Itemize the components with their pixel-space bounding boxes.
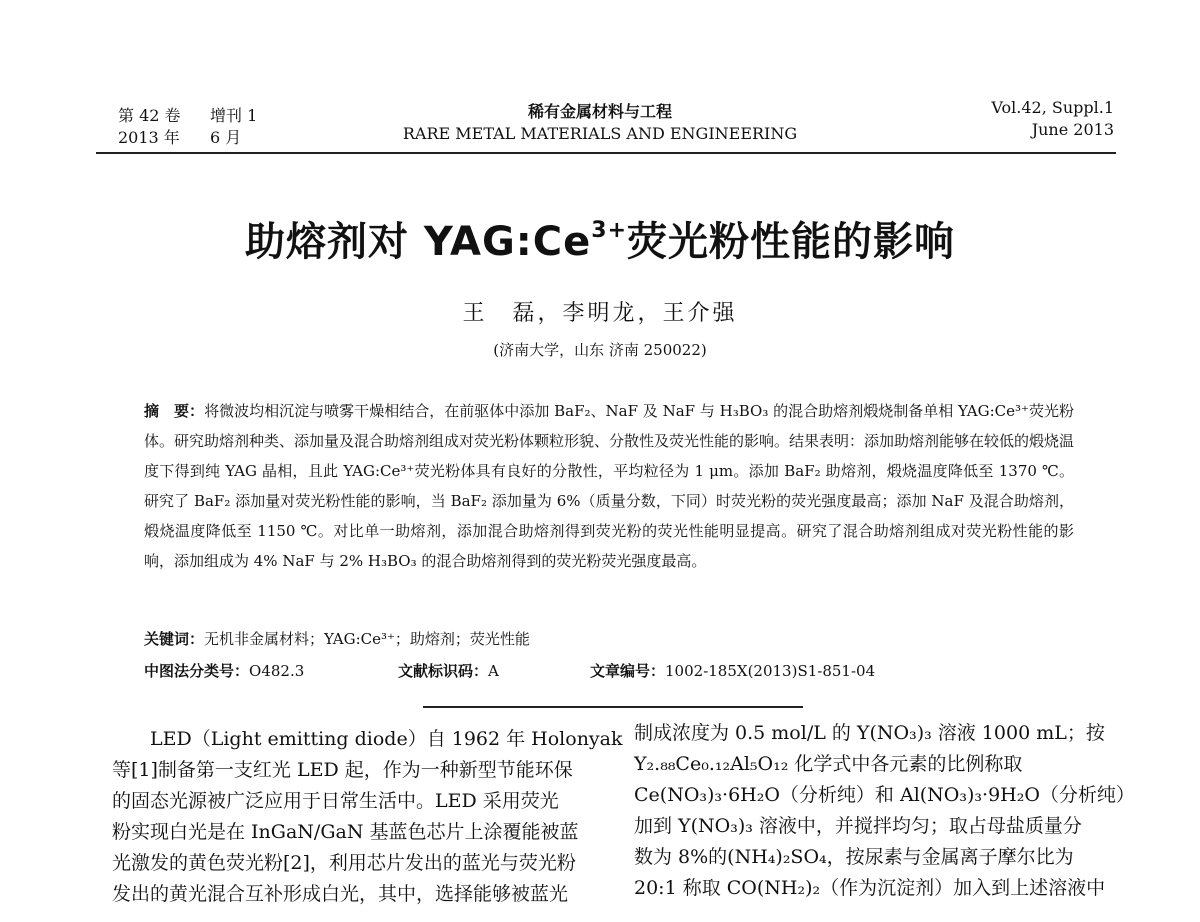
clc-value: O482.3 bbox=[249, 662, 305, 680]
body-line: 等[1]制备第一支红光 LED 起，作为一种新型节能环保 bbox=[112, 759, 573, 781]
header-rule bbox=[96, 152, 1116, 154]
body-line: 粉实现白光是在 InGaN/GaN 基蓝色芯片上涂覆能被蓝 bbox=[112, 821, 579, 843]
clc-label: 中图法分类号： bbox=[144, 662, 250, 680]
abstract-label: 摘 要： bbox=[144, 402, 205, 420]
body-line: Ce(NO₃)₃·6H₂O（分析纯）和 Al(NO₃)₃·9H₂O（分析纯） bbox=[634, 784, 1135, 806]
authors: 王 磊，李明龙，王介强 bbox=[462, 301, 738, 326]
article-title bbox=[0, 210, 1200, 267]
body-line: 加到 Y(NO₃)₃ 溶液中，并搅拌均匀；取占母盐质量分 bbox=[634, 815, 1082, 837]
header-year-cn: 2013 年 bbox=[118, 128, 180, 147]
abstract-text: 将微波均相沉淀与喷雾干燥相结合，在前驱体中添加 BaF₂、NaF 及 NaF 与 H₃BO₃ 的混合助熔剂煅烧制备单相 YAG:Ce³⁺荧光粉体。研究助熔剂种类、添加量及混合助熔剂组成对荧光粉体颗粒形貌、分散性及荧光性能的影响。结果表明：添加助熔剂能够在较低的煅烧温度下得到纯 YAG 晶相，且此 YAG:Ce³⁺荧光粉体具有良好的分散性，平均粒径为 1 μm。添加 BaF₂ 助熔剂，煅烧温度降低至 1370 ℃。研究了 BaF₂ 添加量对荧光粉性能的影响，当 BaF₂ 添加量为 6%（质量分数，下同）时荧光粉的荧光强度最高；添加 NaF 及混合助熔剂，煅烧温度降低至 1150 ℃。对比单一助熔剂，添加混合助熔剂得到荧光粉的荧光性能明显提高。研究了混合助熔剂组成对荧光粉性能的影响，添加组成为 4% NaF 与 2% H₃BO₃ 的混合助熔剂得到的荧光粉荧光强度最高。 bbox=[144, 402, 1075, 570]
article-number-value: 1002-185X(2013)S1-851-04 bbox=[665, 662, 876, 680]
header-date-en: June 2013 bbox=[1031, 120, 1114, 139]
header-volume-en: Vol.42, Suppl.1 bbox=[991, 98, 1114, 117]
body-line: 发出的黄光混合互补形成白光，其中，选择能够被蓝光 bbox=[112, 883, 569, 905]
document-code-value: A bbox=[488, 662, 499, 680]
body-line: 数为 8%的(NH₄)₂SO₄，按尿素与金属离子摩尔比为 bbox=[634, 846, 1074, 868]
body-line: Y₂.₈₈Ce₀.₁₂Al₅O₁₂ 化学式中各元素的比例称取 bbox=[634, 753, 1023, 775]
header-month-cn: 6 月 bbox=[210, 128, 242, 147]
body-column-right bbox=[634, 718, 1135, 904]
article-number bbox=[590, 660, 875, 682]
body-line: 制成浓度为 0.5 mol/L 的 Y(NO₃)₃ 溶液 1000 mL；按 bbox=[634, 722, 1105, 744]
body-line: 20:1 称取 CO(NH₂)₂（作为沉淀剂）加入到上述溶液中 bbox=[634, 877, 1106, 899]
affiliation: (济南大学，山东 济南 250022) bbox=[493, 341, 707, 359]
body-line: LED（Light emitting diode）自 1962 年 Holonyak bbox=[150, 728, 623, 750]
abstract bbox=[144, 396, 1074, 576]
header-supplement-cn: 增刊 1 bbox=[210, 106, 258, 125]
title-prefix: 助熔剂对 YAG:Ce bbox=[244, 219, 592, 265]
journal-title-en: RARE METAL MATERIALS AND ENGINEERING bbox=[402, 124, 798, 143]
title-suffix: 荧光粉性能的影响 bbox=[627, 219, 956, 265]
body-line: 的固态光源被广泛应用于日常生活中。LED 采用荧光 bbox=[112, 790, 559, 812]
body-column-left bbox=[112, 724, 623, 910]
clc-number bbox=[144, 660, 304, 682]
article-number-label: 文章编号： bbox=[590, 662, 666, 680]
section-rule bbox=[423, 706, 803, 708]
keywords bbox=[144, 628, 530, 650]
keywords-text: 无机非金属材料；YAG:Ce³⁺；助熔剂；荧光性能 bbox=[204, 630, 530, 648]
header-volume-cn: 第 42 卷 bbox=[118, 106, 181, 125]
document-code bbox=[398, 660, 499, 682]
document-code-label: 文献标识码： bbox=[398, 662, 489, 680]
title-superscript: 3+ bbox=[591, 218, 628, 243]
body-line: 光激发的黄色荧光粉[2]，利用芯片发出的蓝光与荧光粉 bbox=[112, 852, 576, 874]
keywords-label: 关键词： bbox=[144, 630, 205, 648]
journal-title-cn: 稀有金属材料与工程 bbox=[527, 102, 672, 121]
